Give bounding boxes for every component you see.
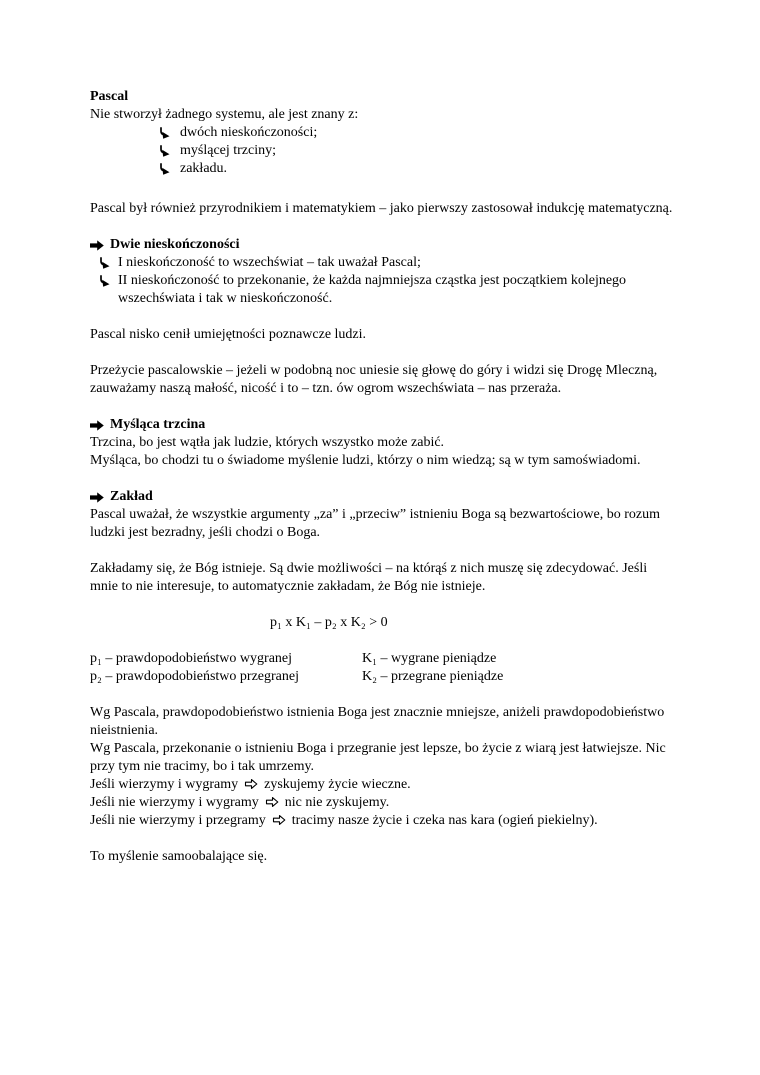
case-condition: Jeśli nie wierzymy i wygramy bbox=[90, 795, 259, 810]
case-result: nic nie zyskujemy. bbox=[284, 795, 390, 810]
blank-line bbox=[90, 596, 674, 614]
section-heading-reed bbox=[90, 416, 674, 434]
reed-paragraph-1: Trzcina, bo jest wątła jak ludzie, których wszystko może zabić. bbox=[90, 435, 445, 450]
curved-down-right-arrow-icon bbox=[98, 272, 118, 287]
section-heading-label: Myśląca trzcina bbox=[110, 417, 206, 432]
heavy-right-arrow-icon bbox=[90, 488, 110, 503]
list-item-label: zakładu. bbox=[180, 161, 228, 176]
section-heading-infinities bbox=[90, 236, 674, 254]
curved-down-right-arrow-icon bbox=[98, 254, 118, 269]
wager-arguments-paragraph: Pascal uważał, że wszystkie argumenty „za” i „przeciw” istnieniu Boga są bezwartościowe, bo rozum ludzki jest bezradny, jeśli chodzi o Boga. bbox=[90, 507, 661, 540]
list-item-label: II nieskończoność to przekonanie, że każda najmniejsza cząstka jest początkiem kolejnego wszechświata i tak w nieskończoność. bbox=[118, 273, 627, 306]
heavy-right-arrow-icon bbox=[90, 416, 110, 431]
wager-case-1 bbox=[90, 776, 674, 794]
case-condition: Jeśli nie wierzymy i przegramy bbox=[90, 813, 266, 828]
section-heading-label: Dwie nieskończoności bbox=[110, 237, 240, 252]
white-right-arrow-icon bbox=[244, 778, 258, 790]
curved-down-right-arrow-icon bbox=[158, 142, 180, 157]
definition-k2: K₂ – przegrane pieniądze bbox=[362, 669, 504, 684]
curved-down-right-arrow-icon bbox=[158, 124, 180, 139]
list-item-label: I nieskończoność to wszechświat – tak uważał Pascal; bbox=[118, 255, 421, 270]
list-item bbox=[90, 124, 674, 142]
wager-case-3 bbox=[90, 812, 674, 830]
list-item bbox=[90, 160, 674, 178]
blank-line bbox=[90, 398, 674, 416]
blank-line bbox=[90, 218, 674, 236]
experience-paragraph: Przeżycie pascalowskie – jeżeli w podobną noc uniesie się głowę do góry i widzi się Drogę Mleczną, zauważamy naszą małość, nicość i to – tzn. ów ogrom wszechświata – nas przeraża. bbox=[90, 363, 658, 396]
section-heading-label: Zakład bbox=[110, 489, 153, 504]
list-item bbox=[90, 272, 674, 308]
definition-row bbox=[90, 668, 674, 686]
blank-line bbox=[90, 308, 674, 326]
doc-title: Pascal bbox=[90, 89, 129, 104]
definition-k1: K₁ – wygrane pieniądze bbox=[362, 651, 497, 666]
wager-bet-paragraph: Zakładamy się, że Bóg istnieje. Są dwie możliwości – na którąś z nich muszę się zdecydować. Jeśli mnie to nie interesuje, to automatycznie zakładam, że Bóg nie istnieje. bbox=[90, 561, 648, 594]
case-result: tracimy nasze życie i czeka nas kara (ogień piekielny). bbox=[291, 813, 598, 828]
wager-case-2 bbox=[90, 794, 674, 812]
wager-probability-paragraph: Wg Pascala, prawdopodobieństwo istnienia Boga jest znacznie mniejsze, aniżeli prawdopodobieństwo nieistnienia. bbox=[90, 705, 665, 738]
white-right-arrow-icon bbox=[272, 814, 286, 826]
intro-paragraph: Nie stworzył żadnego systemu, ale jest znany z: bbox=[90, 107, 359, 122]
wager-formula: p₁ x K₁ – p₂ x K₂ > 0 bbox=[270, 615, 388, 630]
blank-line bbox=[90, 178, 674, 200]
blank-line bbox=[90, 470, 674, 488]
blank-line bbox=[90, 632, 674, 650]
list-item-label: dwóch nieskończoności; bbox=[180, 125, 318, 140]
definition-p2: p₂ – prawdopodobieństwo przegranej bbox=[90, 669, 299, 684]
section-heading-wager bbox=[90, 488, 674, 506]
curved-down-right-arrow-icon bbox=[158, 160, 180, 175]
cognition-paragraph: Pascal nisko cenił umiejętności poznawcze ludzi. bbox=[90, 327, 367, 342]
list-item bbox=[90, 254, 674, 272]
definition-p1: p₁ – prawdopodobieństwo wygranej bbox=[90, 651, 293, 666]
case-result: zyskujemy życie wieczne. bbox=[264, 777, 411, 792]
blank-line bbox=[90, 344, 674, 362]
heavy-right-arrow-icon bbox=[90, 236, 110, 251]
reed-paragraph-2: Myśląca, bo chodzi tu o świadome myślenie ludzi, którzy o nim wiedzą; są w tym samoświadomi. bbox=[90, 453, 641, 468]
wager-belief-paragraph: Wg Pascala, przekonanie o istnieniu Boga i przegranie jest lepsze, bo życie z wiarą jest łatwiejsze. Nic przy tym nie tracimy, bo i tak umrzemy. bbox=[90, 741, 666, 774]
list-item bbox=[90, 142, 674, 160]
list-item-label: myślącej trzciny; bbox=[180, 143, 277, 158]
induction-paragraph: Pascal był również przyrodnikiem i matematykiem – jako pierwszy zastosował indukcję matematyczną. bbox=[90, 201, 673, 216]
blank-line bbox=[90, 542, 674, 560]
conclusion-paragraph: To myślenie samoobalające się. bbox=[90, 849, 268, 864]
case-condition: Jeśli wierzymy i wygramy bbox=[90, 777, 239, 792]
definition-row bbox=[90, 650, 674, 668]
white-right-arrow-icon bbox=[265, 796, 279, 808]
blank-line bbox=[90, 686, 674, 704]
blank-line bbox=[90, 830, 674, 848]
